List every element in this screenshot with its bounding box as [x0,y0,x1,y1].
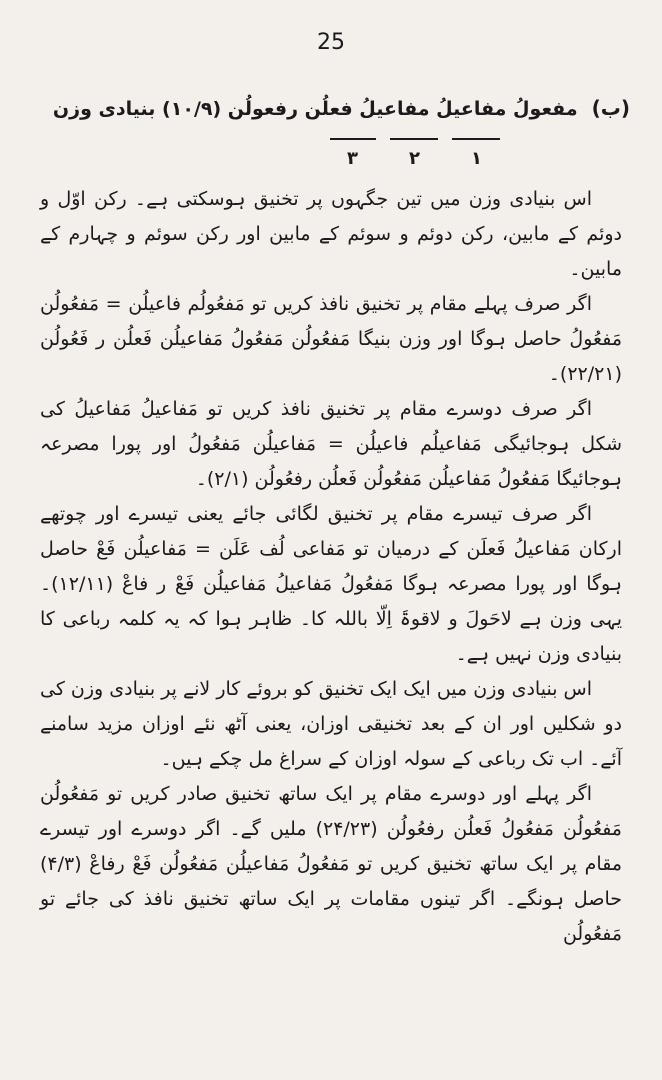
paragraph: اگر صرف پہلے مقام پر تخنیق نافذ کریں تو مَفعُولُم فاعیلُن = مَفعُولُن مَفعُولُ حاصل ہوگا اور وزن بنیگا مَفعُولُن مَفعُولُ مَفاعیلُن فَعلُن ر فَعُولُن (۲۲/۲۱)۔ [40,293,622,385]
paragraph: اگر صرف تیسرے مقام پر تخنیق لگائی جائے یعنی تیسرے اور چوتھے ارکان مَفاعیلُ فَعلَن کے درمیان تو مَفاعی لُف عَلَن = مَفاعیلُن فَعْ حاصل ہوگا اور پورا مصرعہ ہوگا مَفعُولُ مَفاعیلُ مَفاعیلُن فَعْ ر فاعْ (۱۲/۱۱)۔ یہی وزن ہے لاحَولَ و لاقوۃَ اِلّا باللہ کا۔ ظاہر ہوا کہ یہ کلمہ رباعی کا بنیادی وزن نہیں ہے۔ [40,503,622,665]
page-number: 25 [317,30,345,55]
scansion-underline [330,138,376,140]
paragraph: اس بنیادی وزن میں تین جگہوں پر تخنیق ہوسکتی ہے۔ رکن اوّل و دوئم کے مابین، رکن دوئم و سوئم کے مابین اور رکن سوئم و چہارم کے مابین۔ [40,188,622,280]
scansion-number: ۳ [347,148,358,169]
scansion-underline [452,138,500,140]
paragraph: اگر پہلے اور دوسرے مقام پر ایک ساتھ تخنیق صادر کریں تو مَفعُولُن مَفعُولُن مَفعُولُ فَعلُن رفعُولُن (۲۴/۲۳) ملیں گے۔ اگر دوسرے اور تیسرے مقام پر ایک ساتھ تخنیق کریں تو مَفعُولُ مَفاعیلُن مَفعُولُن فَعْ رفاعْ (۴/۳) حاصل ہونگے۔ اگر تینوں مقامات پر ایک ساتھ تخنیق نافذ کی جائے تو مَفعُولُن [40,783,622,945]
section-heading [52,96,630,120]
section-marker: (ب) [591,96,630,120]
meter-title: مفعولُ مفاعیلُ مفاعیلُ فعلُن رفعولُن (۱۰/۹) بنیادی وزن [52,98,578,120]
page-body [40,182,622,952]
paragraph: اگر صرف دوسرے مقام پر تخنیق نافذ کریں تو مَفاعیلُ مَفاعیلُ کی شکل ہوجائیگی مَفاعیلُم فاعیلُن = مَفاعیلُن مَفعُولُ اور پورا مصرعہ ہوجائیگا مَفعُولُ مَفاعیلُن مَفعُولُن فَعلُن رفعُولُن (۲/۱)۔ [40,398,622,490]
paragraph: اس بنیادی وزن میں ایک ایک تخنیق کو بروئے کار لانے پر بنیادی وزن کی دو شکلیں اور ان کے بعد تخنیقی اوزان، یعنی آٹھ نئے اوزان مزید سامنے آئے۔ اب تک رباعی کے سولہ اوزان کے سراغ مل چکے ہیں۔ [40,678,622,770]
scansion-number: ۲ [409,148,420,169]
scansion-marks [330,138,500,178]
scansion-number: ۱ [471,148,482,169]
scansion-underline [390,138,438,140]
